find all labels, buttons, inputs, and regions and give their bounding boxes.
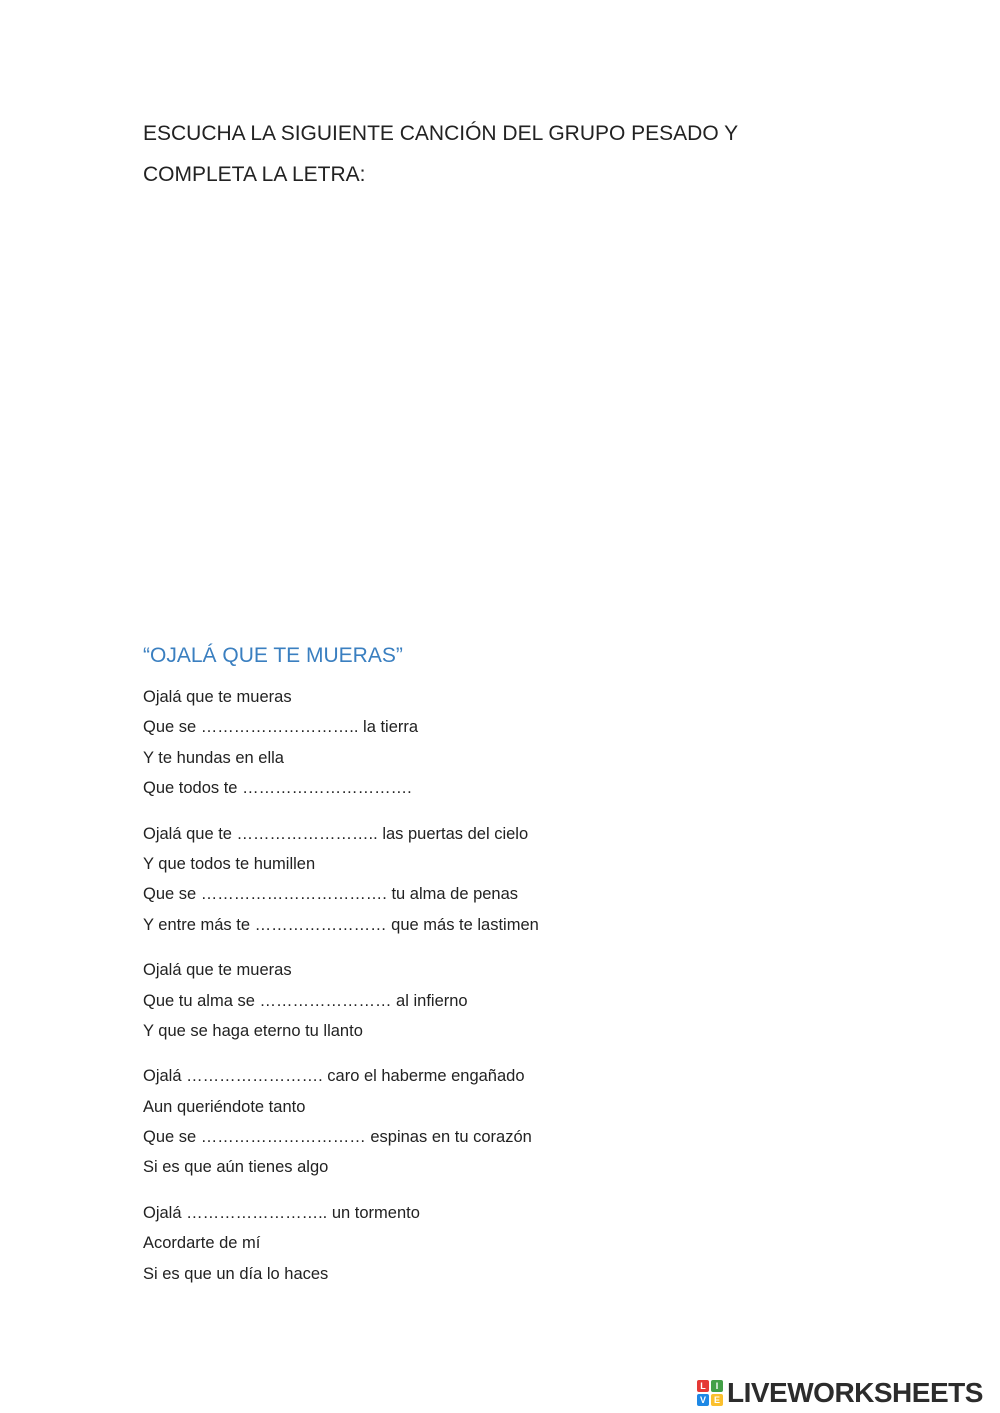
logo-mark-letter: I <box>711 1380 723 1392</box>
lyric-line: Acordarte de mí <box>143 1234 261 1253</box>
lyric-line: Ojalá …………………….. un tormento <box>143 1203 420 1222</box>
lyric-line: Ojalá que te mueras <box>143 961 292 980</box>
instructions-line-2: COMPLETA LA LETRA: <box>143 163 366 186</box>
lyric-line: Y que todos te humillen <box>143 854 316 873</box>
stanza-1 <box>143 682 843 804</box>
logo-mark-letter: V <box>697 1394 709 1406</box>
lyric-line: Ojalá ……………………. caro el haberme engañado <box>143 1067 525 1086</box>
stanza-3 <box>143 955 843 1046</box>
lyric-line: Y que se haga eterno tu llanto <box>143 1021 363 1040</box>
liveworksheets-logo <box>697 1378 983 1408</box>
logo-mark-letter: L <box>697 1380 709 1392</box>
lyric-line: Que se ……………………….. la tierra <box>143 718 419 737</box>
instructions-line-1: ESCUCHA LA SIGUIENTE CANCIÓN DEL GRUPO PESADO Y <box>143 122 739 145</box>
lyric-line: Si es que un día lo haces <box>143 1264 329 1283</box>
instructions <box>143 113 903 195</box>
lyric-line: Que se ……………………………. tu alma de penas <box>143 885 519 904</box>
stanza-2 <box>143 819 843 941</box>
lyric-line: Que todos te …………………………. <box>143 779 412 798</box>
stanza-5 <box>143 1198 843 1289</box>
lyric-line: Que tu alma se …………………… al infierno <box>143 991 468 1010</box>
logo-text: LIVEWORKSHEETS <box>727 1377 983 1408</box>
lyric-line: Y te hundas en ella <box>143 748 284 767</box>
lyric-line: Ojalá que te …………………….. las puertas del cielo <box>143 824 529 843</box>
logo-mark-icon <box>697 1380 723 1406</box>
lyric-line: Si es que aún tienes algo <box>143 1158 329 1177</box>
stanza-4 <box>143 1061 843 1183</box>
lyric-line: Que se ………………………… espinas en tu corazón <box>143 1128 532 1147</box>
song-title: “OJALÁ QUE TE MUERAS” <box>143 644 403 667</box>
lyric-line: Ojalá que te mueras <box>143 688 292 706</box>
lyric-line: Aun queriéndote tanto <box>143 1097 306 1116</box>
lyrics <box>143 682 843 1304</box>
logo-mark-letter: E <box>711 1394 723 1406</box>
lyric-line: Y entre más te …………………… que más te lastimen <box>143 915 539 934</box>
